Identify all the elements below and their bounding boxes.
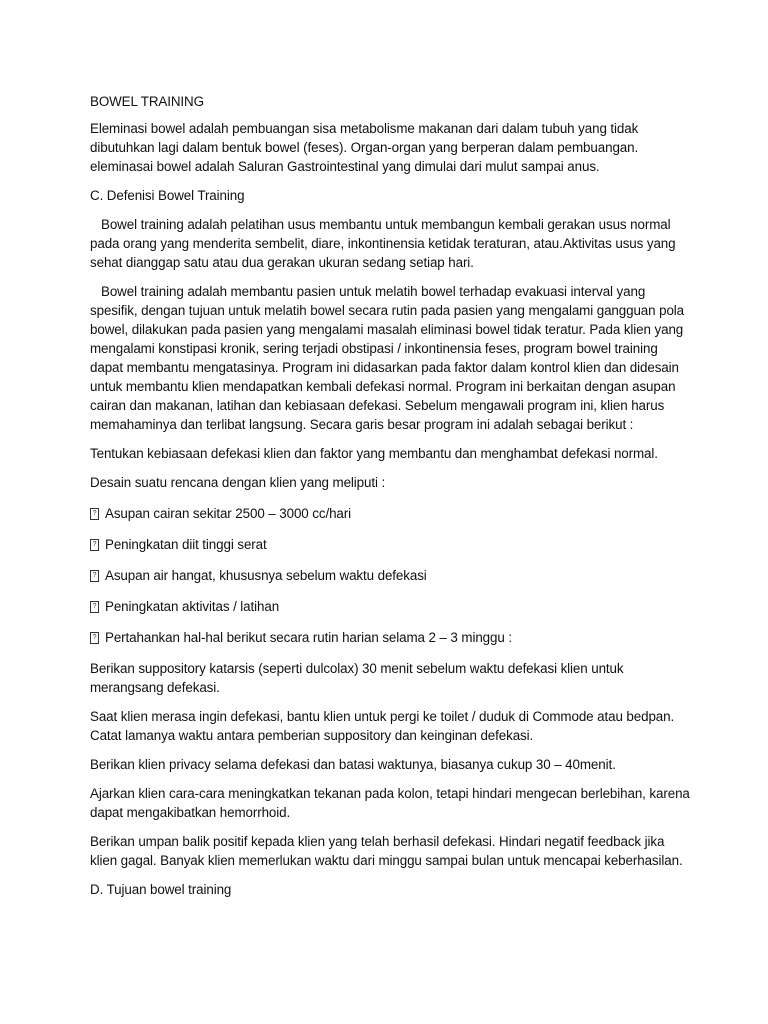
- list-item: [90, 628, 690, 647]
- program-step-4: Saat klien merasa ingin defekasi, bantu klien untuk pergi ke toilet / duduk di Commode atau bedpan. Catat lamanya waktu antara pemberian suppository dan keinginan defekasi.: [90, 709, 675, 743]
- list-item-text: Peningkatan aktivitas / latihan: [105, 599, 280, 614]
- list-item: [90, 566, 690, 585]
- missing-glyph-icon: ?: [90, 539, 99, 551]
- section-heading-d: D. Tujuan bowel training: [90, 882, 232, 897]
- list-item: [90, 535, 690, 554]
- program-step-6: Ajarkan klien cara-cara meningkatkan tekanan pada kolon, tetapi hindari mengecan berlebihan, karena dapat mengakibatkan hemorrhoid.: [90, 786, 690, 820]
- list-item-text: Asupan cairan sekitar 2500 – 3000 cc/hari: [105, 506, 352, 521]
- missing-glyph-icon: ?: [90, 508, 99, 520]
- missing-glyph-icon: ?: [90, 570, 99, 582]
- list-item-text: Asupan air hangat, khususnya sebelum waktu defekasi: [105, 568, 427, 583]
- list-item-text: Pertahankan hal-hal berikut secara rutin harian selama 2 – 3 minggu :: [105, 630, 512, 645]
- list-item: [90, 597, 690, 616]
- document-body: [90, 92, 690, 909]
- document-title: BOWEL TRAINING: [90, 94, 204, 109]
- program-step-7: Berikan umpan balik positif kepada klien yang telah berhasil defekasi. Hindari negatif feedback jika klien gagal. Banyak klien memerlukan waktu dari minggu sampai bulan untuk mencapai keberhasilan.: [90, 834, 683, 868]
- program-step-1: Tentukan kebiasaan defekasi klien dan faktor yang membantu dan menghambat defekasi normal.: [90, 446, 658, 461]
- list-item-text: Peningkatan diit tinggi serat: [105, 537, 267, 552]
- program-step-3: Berikan suppository katarsis (seperti dulcolax) 30 menit sebelum waktu defekasi klien untuk merangsang defekasi.: [90, 661, 624, 695]
- section-heading-c: C. Defenisi Bowel Training: [90, 188, 245, 203]
- program-step-2: Desain suatu rencana dengan klien yang meliputi :: [90, 475, 386, 490]
- definition-paragraph-2: Bowel training adalah membantu pasien untuk melatih bowel terhadap evakuasi interval yang spesifik, dengan tujuan untuk melatih bowel secara rutin pada pasien yang mengalami gangguan pola bowel, dilakukan pada pasien yang mengalami masalah eliminasi bowel tidak teratur. Pada klien yang mengalami konstipasi kronik, sering terjadi obstipasi / inkontinensia feses, program bowel training dapat membantu mengatasinya. Program ini didasarkan pada faktor dalam kontrol klien dan didesain untuk membantu klien mendapatkan kembali defekasi normal. Program ini berkaitan dengan asupan cairan dan makanan, latihan dan kebiasaan defekasi. Sebelum mengawali program ini, klien harus memahaminya dan terlibat langsung. Secara garis besar program ini adalah sebagai berikut :: [90, 284, 685, 432]
- definition-paragraph-1: Bowel training adalah pelatihan usus membantu untuk membangun kembali gerakan usus normal pada orang yang menderita sembelit, diare, inkontinensia ketidak teraturan, atau.Aktivitas usus yang sehat dianggap satu atau dua gerakan ukuran sedang setiap hari.: [90, 217, 676, 270]
- list-item: [90, 504, 690, 523]
- missing-glyph-icon: ?: [90, 601, 99, 613]
- program-step-5: Berikan klien privacy selama defekasi dan batasi waktunya, biasanya cukup 30 – 40menit.: [90, 757, 616, 772]
- missing-glyph-icon: ?: [90, 632, 99, 644]
- intro-paragraph: Eleminasi bowel adalah pembuangan sisa metabolisme makanan dari dalam tubuh yang tidak dibutuhkan lagi dalam bentuk bowel (feses). Organ-organ yang berperan dalam pembuangan. eleminasai bowel adalah Saluran Gastrointestinal yang dimulai dari mulut sampai anus.: [90, 121, 639, 174]
